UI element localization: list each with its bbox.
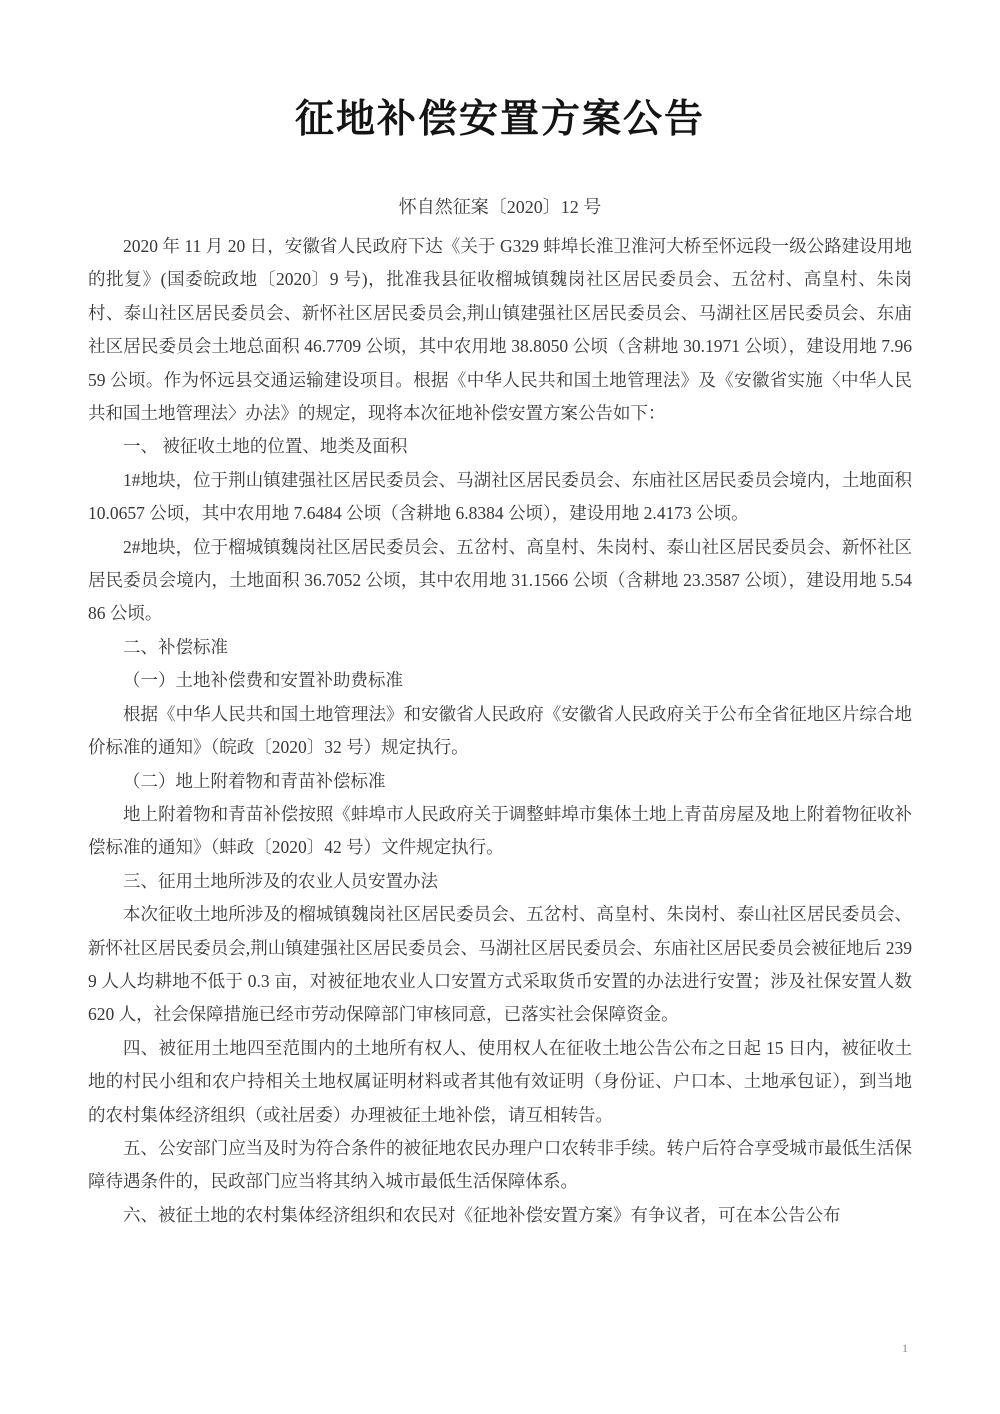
section-3-heading: 三、征用土地所涉及的农业人员安置办法: [123, 870, 438, 891]
document-number: 怀自然征案〔2020〕12 号: [398, 197, 602, 217]
section-2-heading: 二、补偿标准: [123, 636, 228, 657]
page-number: 1: [902, 1341, 908, 1355]
subsection-2-1-paragraph: 根据《中华人民共和国土地管理法》和安徽省人民政府《安徽省人民政府关于公布全省征地区片综合地价标准的通知》（皖政〔2020〕32 号）规定执行。: [88, 703, 912, 758]
subsection-2-1-heading: （一）土地补偿费和安置补助费标准: [123, 670, 403, 691]
document-body: [88, 230, 912, 1232]
plot-1-paragraph: 1#地块，位于荆山镇建强社区居民委员会、马湖社区居民委员会、东庙社区居民委员会境内，土地面积 10.0657 公顷，其中农用地 7.6484 公顷（含耕地 6.8384 公顷），建设用地 2.4173 公顷。: [88, 469, 912, 524]
subsection-2-2-heading: （二）地上附着物和青苗补偿标准: [123, 770, 386, 791]
section-6-paragraph: 六、被征土地的农村集体经济组织和农民对《征地补偿安置方案》有争议者，可在本公告公布: [123, 1204, 841, 1225]
intro-paragraph: 2020 年 11 月 20 日，安徽省人民政府下达《关于 G329 蚌埠长淮卫淮河大桥至怀远段一级公路建设用地的批复》(国委皖政地〔2020〕9 号)，批准我县征收榴城镇魏岗社区居民委员会、五岔村、高皇村、朱岗村、泰山社区居民委员会、新怀社区居民委员会,荆山镇建强社区居民委员会、马湖社区居民委员会、东庙社区居民委员会土地总面积 46.7709 公顷，其中农用地 38.8050 公顷（含耕地 30.1971 公顷），建设用地 7.9659 公顷。作为怀远县交通运输建设项目。根据《中华人民共和国土地管理法》及《安徽省实施〈中华人民共和国土地管理法〉办法》的规定，现将本次征地补偿安置方案公告如下：: [88, 236, 912, 424]
section-5-paragraph: 五、公安部门应当及时为符合条件的被征地农民办理户口农转非手续。转户后符合享受城市最低生活保障待遇条件的，民政部门应当将其纳入城市最低生活保障体系。: [88, 1137, 912, 1192]
document-title: 征地补偿安置方案公告: [294, 98, 705, 141]
subsection-2-2-paragraph: 地上附着物和青苗补偿按照《蚌埠市人民政府关于调整蚌埠市集体土地上青苗房屋及地上附着物征收补偿标准的通知》（蚌政〔2020〕42 号）文件规定执行。: [88, 803, 912, 858]
section-3-paragraph: 本次征收土地所涉及的榴城镇魏岗社区居民委员会、五岔村、高皇村、朱岗村、泰山社区居民委员会、新怀社区居民委员会,荆山镇建强社区居民委员会、马湖社区居民委员会、东庙社区居民委员会被征地后 2399 人人均耕地不低于 0.3 亩，对被征地农业人口安置方式采取货币安置的办法进行安置；涉及社保安置人数 620 人，社会保障措施已经市劳动保障部门审核同意，已落实社会保障资金。: [88, 904, 912, 1025]
section-4-paragraph: 四、被征用土地四至范围内的土地所有权人、使用权人在征收土地公告公布之日起 15 日内，被征收土地的村民小组和农户持相关土地权属证明材料或者其他有效证明（身份证、户口本、土地承包证），到当地的农村集体经济组织（或社居委）办理被征土地补偿，请互相转告。: [88, 1037, 912, 1125]
section-1-heading: 一、 被征收土地的位置、地类及面积: [123, 436, 408, 457]
plot-2-paragraph: 2#地块，位于榴城镇魏岗社区居民委员会、五岔村、高皇村、朱岗村、泰山社区居民委员会、新怀社区居民委员会境内，土地面积 36.7052 公顷，其中农用地 31.1566 公顷（含耕地 23.3587 公顷），建设用地 5.5486 公顷。: [88, 536, 912, 624]
